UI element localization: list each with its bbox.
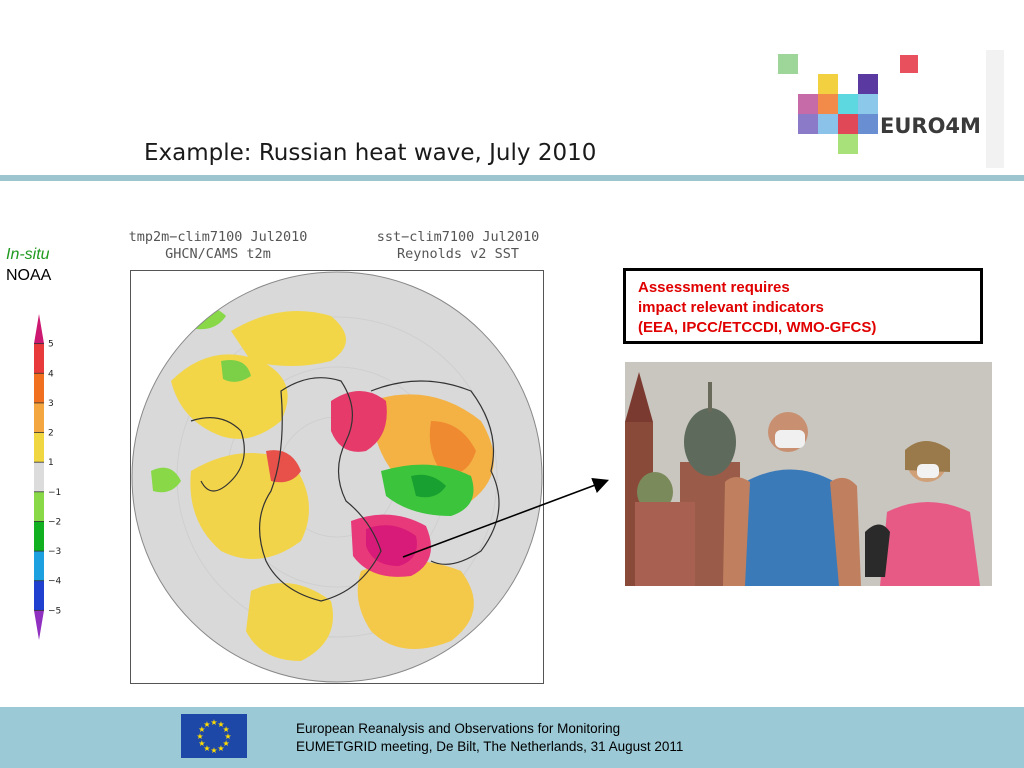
eu-star-icon: ★: [210, 718, 218, 727]
temperature-header-line1: tmp2m−clim7100 Jul2010: [128, 229, 308, 245]
data-source-label: [6, 244, 51, 286]
eu-star-icon: ★: [222, 739, 230, 748]
header-divider: [0, 175, 1024, 181]
temperature-header-line2: GHCN/CAMS t2m: [165, 246, 271, 262]
slide-title: Example: Russian heat wave, July 2010: [144, 140, 597, 166]
color-scale-label: −5: [48, 606, 62, 617]
sst-header: [363, 229, 553, 263]
color-scale-label: −1: [48, 487, 62, 498]
eu-flag-icon: [181, 714, 247, 758]
eu-star-icon: ★: [224, 732, 232, 741]
color-scale-segment: [34, 403, 44, 433]
color-scale-label: 5: [48, 339, 54, 350]
temperature-header: [108, 229, 328, 263]
color-scale-label: 3: [48, 398, 54, 409]
footer-text: [296, 720, 683, 756]
sst-header-line1: sst−clim7100 Jul2010: [376, 229, 540, 245]
eu-star-icon: ★: [198, 725, 206, 734]
color-scale-legend: [26, 310, 66, 645]
color-scale-segment: [34, 373, 44, 403]
color-scale-label: −3: [48, 547, 62, 558]
assessment-callout: [623, 268, 983, 344]
moscow-smog-photo: [625, 362, 992, 586]
eu-star-icon: ★: [222, 725, 230, 734]
color-scale-segment: [34, 492, 44, 522]
eu-star-icon: ★: [198, 739, 206, 748]
color-scale-segment: [34, 610, 44, 640]
color-scale-segment: [34, 551, 44, 581]
footer-line1: European Reanalysis and Observations for Monitoring: [296, 721, 621, 736]
color-scale-label: −4: [48, 576, 62, 587]
map-headers: [108, 229, 558, 267]
agency-label: NOAA: [6, 267, 52, 284]
sst-header-line2: Reynolds v2 SST: [397, 246, 519, 262]
color-scale-segment: [34, 314, 44, 344]
eu-star-icon: ★: [203, 744, 211, 754]
callout-line1: Assessment requires: [638, 279, 790, 296]
color-scale-label: 1: [48, 458, 54, 469]
eu-star-icon: ★: [203, 719, 211, 729]
eu-star-icon: ★: [196, 732, 204, 741]
eu-star-icon: ★: [217, 719, 225, 729]
color-scale-label: −2: [48, 517, 62, 528]
color-scale-segment: [34, 462, 44, 492]
polar-anomaly-map: [130, 270, 544, 684]
color-scale-segment: [34, 344, 44, 374]
color-scale-segment: [34, 581, 44, 611]
in-situ-label: In-situ: [6, 246, 50, 263]
eu-star-icon: ★: [210, 746, 218, 755]
color-scale-label: 4: [48, 369, 54, 380]
color-scale-segment: [34, 433, 44, 463]
eu-star-icon: ★: [217, 744, 225, 754]
color-scale-segment: [34, 521, 44, 551]
footer-line2: EUMETGRID meeting, De Bilt, The Netherlands, 31 August 2011: [296, 739, 684, 754]
logo-text: EURO4M: [880, 114, 981, 138]
callout-line2: impact relevant indicators: [638, 299, 824, 316]
euro4m-logo: [772, 50, 1004, 168]
color-scale-label: 2: [48, 428, 54, 439]
callout-line3: (EEA, IPCC/ETCCDI, WMO-GFCS): [638, 319, 877, 336]
